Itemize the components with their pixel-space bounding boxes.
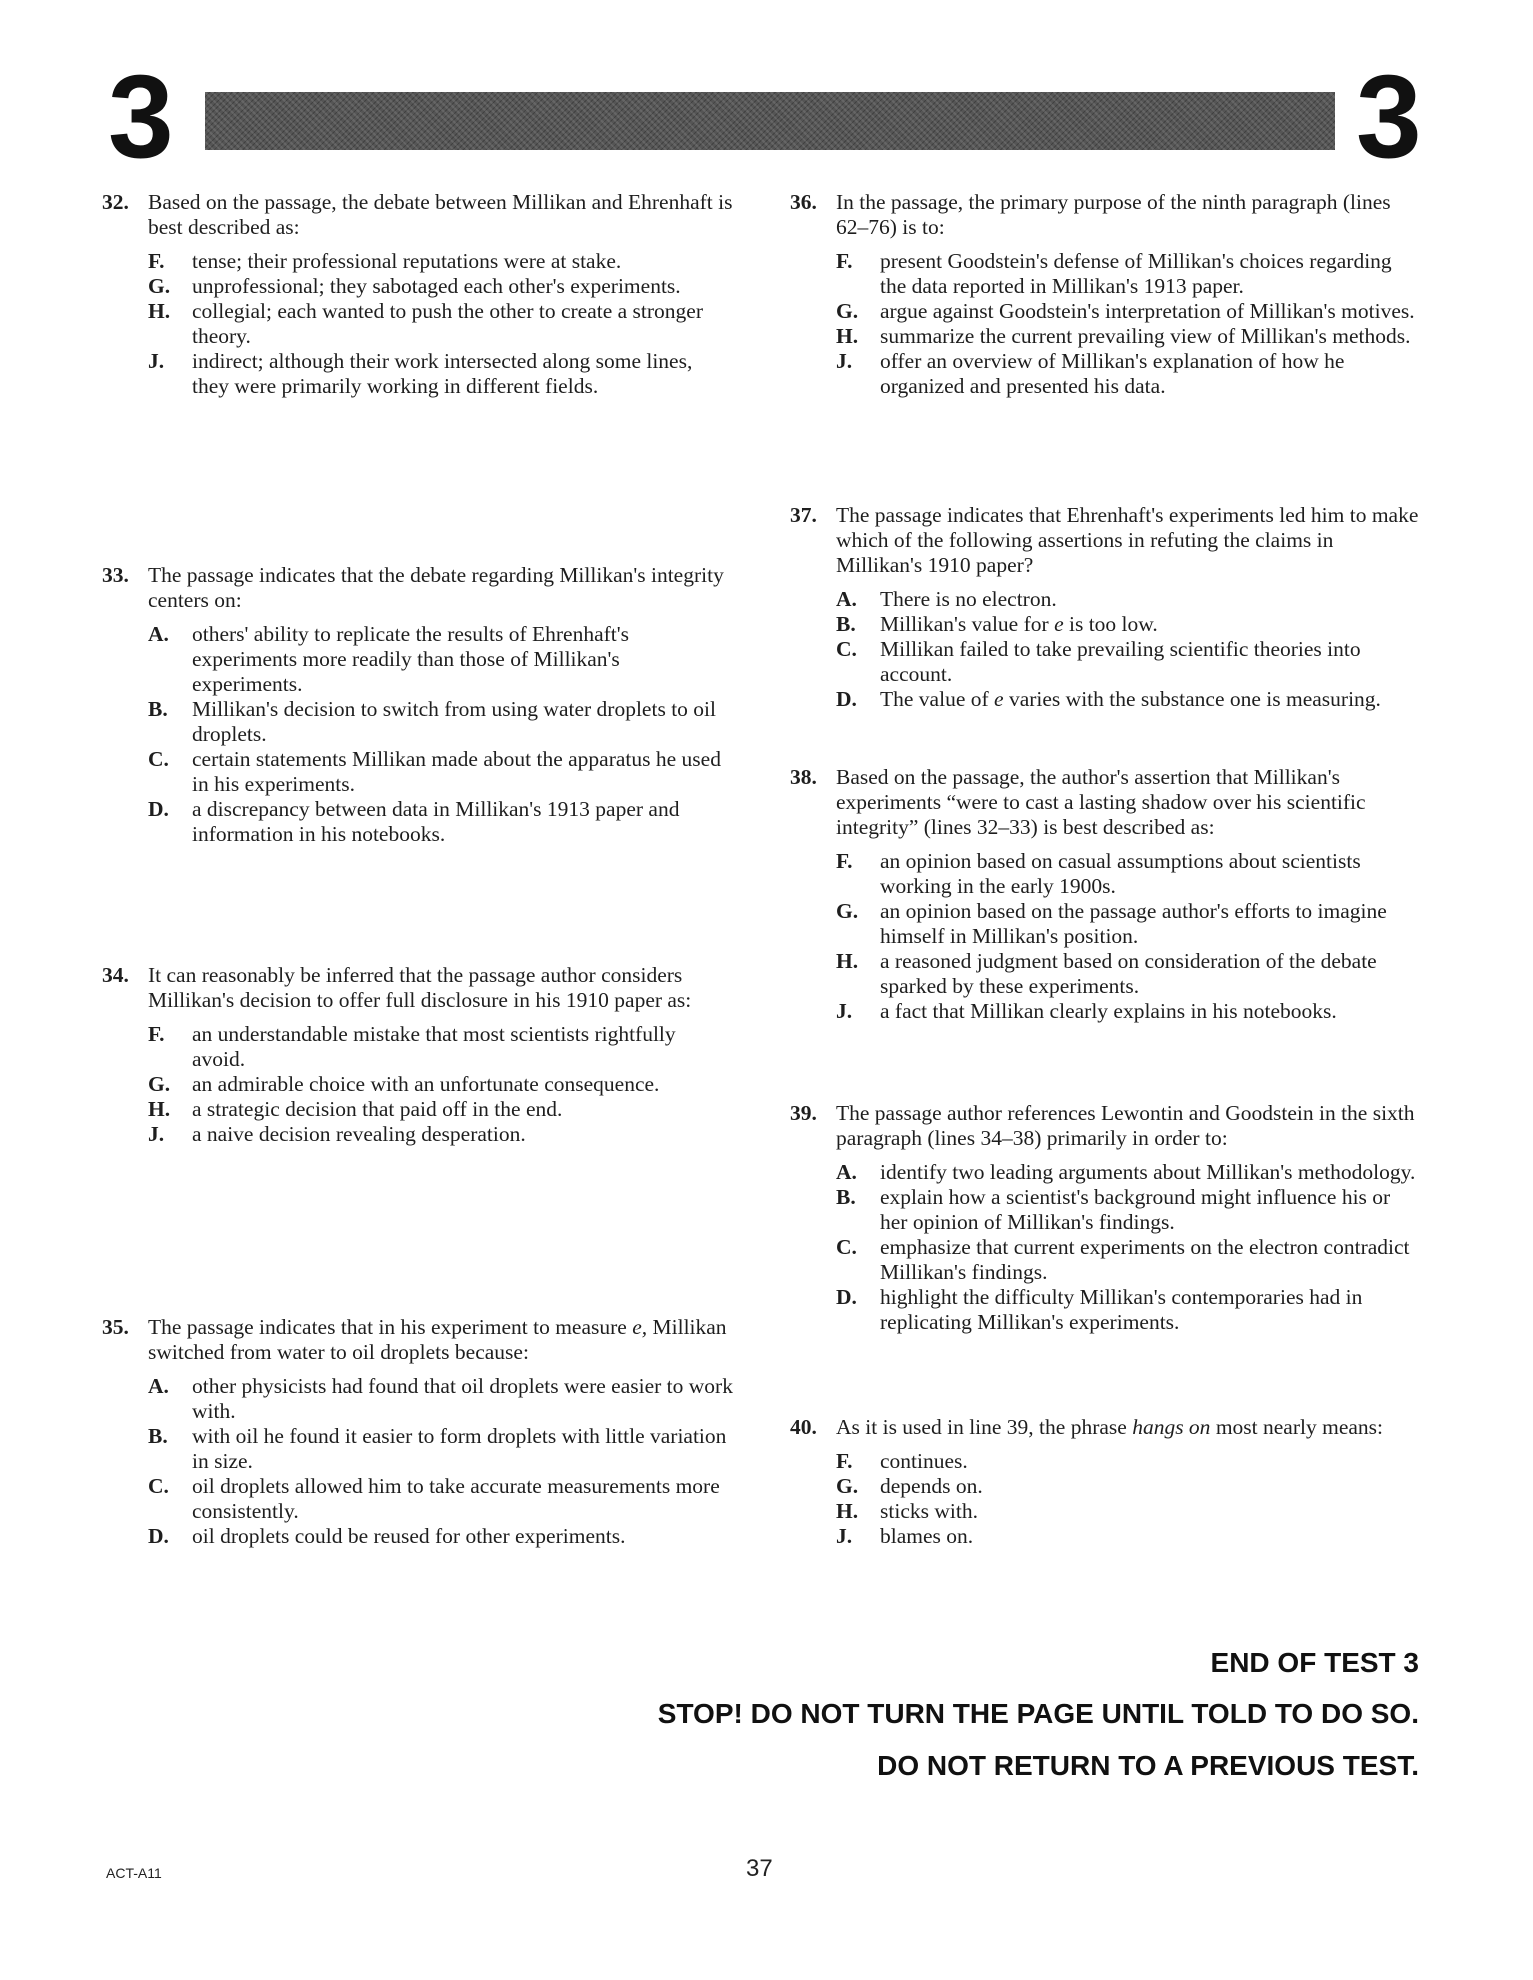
choice-text: offer an overview of Millikan's explanation of how he organized and presented his data. — [880, 349, 1345, 398]
question-text: The passage indicates that in his experiment to measure e, Millikan switched from water to oil droplets because: — [148, 1315, 727, 1364]
answer-choice[interactable] — [836, 949, 1420, 999]
choice-text: continues. — [880, 1449, 968, 1473]
question-number: 36. — [790, 190, 817, 214]
question-number: 32. — [102, 190, 129, 214]
choice-letter: A. — [148, 622, 169, 646]
question-text: As it is used in line 39, the phrase hangs on most nearly means: — [836, 1415, 1383, 1439]
choice-text: sticks with. — [880, 1499, 978, 1523]
answer-choice[interactable] — [836, 612, 1420, 637]
question-text: The passage author references Lewontin and Goodstein in the sixth paragraph (lines 34–38) primarily in order to: — [836, 1101, 1415, 1150]
answer-choice[interactable] — [148, 797, 734, 847]
answer-choice[interactable] — [148, 1022, 734, 1072]
answer-choice[interactable] — [148, 274, 734, 299]
choice-text: a strategic decision that paid off in the end. — [192, 1097, 563, 1121]
choice-text: highlight the difficulty Millikan's contemporaries had in replicating Millikan's experiments. — [880, 1285, 1363, 1334]
choice-letter: B. — [836, 1185, 856, 1209]
answer-choices — [790, 849, 1420, 1024]
question-text: The passage indicates that the debate regarding Millikan's integrity centers on: — [148, 563, 724, 612]
answer-choice[interactable] — [836, 1474, 1420, 1499]
choice-letter: G. — [836, 899, 859, 923]
answer-choice[interactable] — [148, 349, 734, 399]
choice-letter: D. — [836, 1285, 857, 1309]
no-return-instruction: DO NOT RETURN TO A PREVIOUS TEST. — [877, 1750, 1419, 1781]
choice-letter: H. — [148, 1097, 171, 1121]
choice-text: a reasoned judgment based on consideration of the debate sparked by these experiments. — [880, 949, 1377, 998]
choice-letter: C. — [836, 637, 857, 661]
question-stem — [790, 1415, 1420, 1440]
choice-letter: C. — [836, 1235, 857, 1259]
choice-letter: B. — [148, 1424, 168, 1448]
question-text: The passage indicates that Ehrenhaft's experiments led him to make which of the following assertions in refuting the claims in Millikan's 1910 paper? — [836, 503, 1419, 577]
question-33 — [102, 563, 734, 847]
question-37 — [790, 503, 1420, 712]
choice-text: an opinion based on casual assumptions about scientists working in the early 1900s. — [880, 849, 1361, 898]
choice-text: other physicists had found that oil droplets were easier to work with. — [192, 1374, 733, 1423]
choice-letter: J. — [836, 349, 853, 373]
choice-text: a naive decision revealing desperation. — [192, 1122, 526, 1146]
choice-letter: J. — [836, 1524, 853, 1548]
question-34 — [102, 963, 734, 1147]
choice-text: Millikan failed to take prevailing scientific theories into account. — [880, 637, 1361, 686]
choice-letter: A. — [148, 1374, 169, 1398]
question-stem — [102, 563, 734, 613]
stop-instruction: STOP! DO NOT TURN THE PAGE UNTIL TOLD TO DO SO. — [657, 1698, 1419, 1729]
question-stem — [790, 765, 1420, 840]
choice-text: unprofessional; they sabotaged each other's experiments. — [192, 274, 681, 298]
question-35 — [102, 1315, 734, 1549]
choice-letter: F. — [836, 249, 853, 273]
choice-text: identify two leading arguments about Millikan's methodology. — [880, 1160, 1416, 1184]
answer-choice[interactable] — [836, 1499, 1420, 1524]
choice-letter: A. — [836, 1160, 857, 1184]
choice-text: argue against Goodstein's interpretation of Millikan's motives. — [880, 299, 1415, 323]
choice-text: The value of e varies with the substance one is measuring. — [880, 687, 1381, 711]
choice-letter: J. — [148, 349, 165, 373]
choice-letter: F. — [148, 249, 165, 273]
answer-choices — [790, 587, 1420, 712]
choice-text: with oil he found it easier to form droplets with little variation in size. — [192, 1424, 727, 1473]
question-number: 35. — [102, 1315, 129, 1339]
answer-choice[interactable] — [836, 587, 1420, 612]
answer-choice[interactable] — [836, 1235, 1420, 1285]
answer-choice[interactable] — [148, 747, 734, 797]
choice-letter: G. — [148, 1072, 171, 1096]
choice-letter: G. — [836, 299, 859, 323]
answer-choice[interactable] — [836, 849, 1420, 899]
answer-choice[interactable] — [836, 1160, 1420, 1185]
question-number: 39. — [790, 1101, 817, 1125]
answer-choice[interactable] — [836, 1449, 1420, 1474]
section-number-right: 3 — [1356, 51, 1422, 183]
choice-letter: D. — [148, 797, 169, 821]
question-stem — [790, 503, 1420, 578]
choice-letter: F. — [148, 1022, 165, 1046]
choice-letter: H. — [148, 299, 171, 323]
answer-choices — [102, 1022, 734, 1147]
choice-letter: F. — [836, 1449, 853, 1473]
choice-text: summarize the current prevailing view of Millikan's methods. — [880, 324, 1411, 348]
answer-choice[interactable] — [836, 1285, 1420, 1335]
answer-choice[interactable] — [836, 637, 1420, 687]
answer-choice[interactable] — [148, 299, 734, 349]
answer-choices — [102, 1374, 734, 1549]
question-text: Based on the passage, the debate between Millikan and Ehrenhaft is best described as: — [148, 190, 733, 239]
form-code: ACT-A11 — [106, 1865, 162, 1881]
question-38 — [790, 765, 1420, 1024]
question-text: It can reasonably be inferred that the passage author considers Millikan's decision to offer full disclosure in his 1910 paper as: — [148, 963, 692, 1012]
choice-text: indirect; although their work intersected along some lines, they were primarily working in different fields. — [192, 349, 693, 398]
choice-letter: F. — [836, 849, 853, 873]
question-number: 34. — [102, 963, 129, 987]
choice-letter: J. — [836, 999, 853, 1023]
answer-choices — [790, 1449, 1420, 1549]
question-number: 40. — [790, 1415, 817, 1439]
answer-choice[interactable] — [148, 622, 734, 697]
answer-choice[interactable] — [836, 999, 1420, 1024]
choice-text: certain statements Millikan made about the apparatus he used in his experiments. — [192, 747, 721, 796]
choice-text: others' ability to replicate the results of Ehrenhaft's experiments more readily than those of Millikan's experiments. — [192, 622, 630, 696]
header-bar — [205, 92, 1335, 150]
answer-choice[interactable] — [836, 899, 1420, 949]
choice-letter: B. — [836, 612, 856, 636]
choice-letter: H. — [836, 1499, 859, 1523]
question-39 — [790, 1101, 1420, 1335]
choice-letter: G. — [148, 274, 171, 298]
choice-text: Millikan's decision to switch from using water droplets to oil droplets. — [192, 697, 716, 746]
choice-letter: D. — [148, 1524, 169, 1548]
answer-choice[interactable] — [836, 349, 1420, 399]
answer-choice[interactable] — [148, 1374, 734, 1424]
answer-choice[interactable] — [836, 687, 1420, 712]
choice-letter: B. — [148, 697, 168, 721]
question-40 — [790, 1415, 1420, 1549]
choice-text: an understandable mistake that most scientists rightfully avoid. — [192, 1022, 676, 1071]
end-of-test-heading: END OF TEST 3 — [1210, 1647, 1419, 1678]
answer-choice[interactable] — [836, 1524, 1420, 1549]
question-stem — [102, 963, 734, 1013]
question-36 — [790, 190, 1420, 399]
choice-text: tense; their professional reputations were at stake. — [192, 249, 622, 273]
choice-text: an opinion based on the passage author's efforts to imagine himself in Millikan's position. — [880, 899, 1387, 948]
choice-text: emphasize that current experiments on the electron contradict Millikan's findings. — [880, 1235, 1410, 1284]
question-stem — [790, 190, 1420, 240]
choice-letter: C. — [148, 1474, 169, 1498]
choice-text: Millikan's value for e is too low. — [880, 612, 1158, 636]
answer-choice[interactable] — [148, 1474, 734, 1524]
question-text: Based on the passage, the author's assertion that Millikan's experiments “were to cast a lasting shadow over his scientific integrity” (lines 32–33) is best described as: — [836, 765, 1366, 839]
answer-choices — [790, 1160, 1420, 1335]
choice-text: collegial; each wanted to push the other to create a stronger theory. — [192, 299, 704, 348]
choice-text: There is no electron. — [880, 587, 1057, 611]
answer-choice[interactable] — [836, 1185, 1420, 1235]
answer-choices — [102, 249, 734, 399]
question-text: In the passage, the primary purpose of the ninth paragraph (lines 62–76) is to: — [836, 190, 1391, 239]
question-number: 38. — [790, 765, 817, 789]
answer-choice[interactable] — [836, 299, 1420, 324]
choice-text: oil droplets allowed him to take accurate measurements more consistently. — [192, 1474, 720, 1523]
answer-choice[interactable] — [836, 249, 1420, 299]
choice-text: blames on. — [880, 1524, 974, 1548]
choice-text: a discrepancy between data in Millikan's 1913 paper and information in his notebooks. — [192, 797, 680, 846]
answer-choice[interactable] — [836, 324, 1420, 349]
answer-choice[interactable] — [148, 1097, 734, 1122]
choice-letter: C. — [148, 747, 169, 771]
answer-choice[interactable] — [148, 1524, 734, 1549]
answer-choices — [102, 622, 734, 847]
choice-letter: A. — [836, 587, 857, 611]
section-number-left: 3 — [108, 51, 174, 183]
choice-letter: J. — [148, 1122, 165, 1146]
choice-text: explain how a scientist's background might influence his or her opinion of Millikan's findings. — [880, 1185, 1391, 1234]
page-number: 37 — [746, 1855, 773, 1882]
question-stem — [102, 1315, 734, 1365]
answer-choice[interactable] — [148, 697, 734, 747]
choice-letter: H. — [836, 324, 859, 348]
choice-text: oil droplets could be reused for other experiments. — [192, 1524, 626, 1548]
answer-choice[interactable] — [148, 1122, 734, 1147]
choice-letter: H. — [836, 949, 859, 973]
answer-choice[interactable] — [148, 1424, 734, 1474]
choice-letter: D. — [836, 687, 857, 711]
choice-letter: G. — [836, 1474, 859, 1498]
question-number: 37. — [790, 503, 817, 527]
question-stem — [790, 1101, 1420, 1151]
choice-text: present Goodstein's defense of Millikan's choices regarding the data reported in Millikan's 1913 paper. — [880, 249, 1392, 298]
answer-choices — [790, 249, 1420, 399]
choice-text: an admirable choice with an unfortunate consequence. — [192, 1072, 660, 1096]
choice-text: depends on. — [880, 1474, 983, 1498]
question-number: 33. — [102, 563, 129, 587]
question-stem — [102, 190, 734, 240]
answer-choice[interactable] — [148, 1072, 734, 1097]
choice-text: a fact that Millikan clearly explains in his notebooks. — [880, 999, 1337, 1023]
question-32 — [102, 190, 734, 399]
answer-choice[interactable] — [148, 249, 734, 274]
